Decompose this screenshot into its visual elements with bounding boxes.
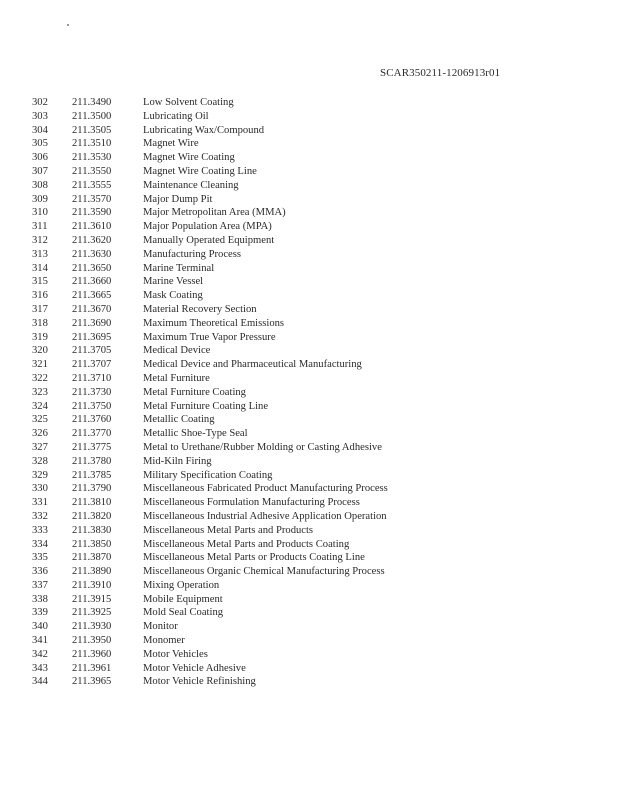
entry-number: 325 xyxy=(32,414,48,426)
list-item xyxy=(32,565,592,579)
entry-number: 341 xyxy=(32,635,48,647)
list-item xyxy=(32,662,592,676)
list-item xyxy=(32,413,592,427)
entry-number: 344 xyxy=(32,676,48,688)
entry-number: 335 xyxy=(32,552,48,564)
section-number: 211.3670 xyxy=(72,303,112,315)
list-item xyxy=(32,510,592,524)
entry-number: 318 xyxy=(32,317,48,329)
list-item xyxy=(32,110,592,124)
document-id: SCAR350211-1206913r01 xyxy=(380,67,501,79)
list-item xyxy=(32,579,592,593)
section-number: 211.3500 xyxy=(72,110,112,122)
defined-term: Marine Terminal xyxy=(143,262,215,274)
section-number: 211.3810 xyxy=(72,497,112,509)
entry-number: 328 xyxy=(32,455,48,467)
list-item xyxy=(32,386,592,400)
defined-term: Metal Furniture Coating Line xyxy=(143,400,269,412)
entry-number: 305 xyxy=(32,138,48,150)
section-number: 211.3760 xyxy=(72,414,112,426)
entry-number: 324 xyxy=(32,400,48,412)
defined-term: Mold Seal Coating xyxy=(143,607,224,619)
entry-number: 304 xyxy=(32,124,48,136)
entry-number: 315 xyxy=(32,276,48,288)
section-number: 211.3930 xyxy=(72,621,112,633)
section-number: 211.3530 xyxy=(72,152,112,164)
defined-term: Miscellaneous Metal Parts and Products Coating xyxy=(143,538,350,550)
defined-term: Mid-Kiln Firing xyxy=(143,455,212,467)
section-number: 211.3695 xyxy=(72,331,112,343)
section-number: 211.3960 xyxy=(72,648,112,660)
defined-term: Mask Coating xyxy=(143,290,203,302)
entry-number: 329 xyxy=(32,469,48,481)
entry-number: 338 xyxy=(32,593,48,605)
section-number: 211.3910 xyxy=(72,579,112,591)
section-number: 211.3730 xyxy=(72,386,112,398)
list-item xyxy=(32,620,592,634)
defined-term: Marine Vessel xyxy=(143,276,204,288)
list-item xyxy=(32,524,592,538)
defined-term: Motor Vehicle Refinishing xyxy=(143,676,256,688)
defined-term: Manually Operated Equipment xyxy=(143,234,275,246)
defined-term: Material Recovery Section xyxy=(143,303,257,315)
defined-term: Manufacturing Process xyxy=(143,248,241,260)
list-item xyxy=(32,469,592,483)
section-number: 211.3775 xyxy=(72,441,112,453)
defined-term: Medical Device and Pharmaceutical Manufacturing xyxy=(143,359,362,371)
defined-term: Miscellaneous Formulation Manufacturing Process xyxy=(143,497,360,509)
defined-term: Miscellaneous Industrial Adhesive Application Operation xyxy=(143,510,387,522)
list-item xyxy=(32,634,592,648)
section-number: 211.3650 xyxy=(72,262,112,274)
entry-number: 317 xyxy=(32,303,48,315)
defined-term: Monomer xyxy=(143,635,185,647)
section-number: 211.3590 xyxy=(72,207,112,219)
list-item xyxy=(32,124,592,138)
defined-term: Mobile Equipment xyxy=(143,593,223,605)
section-number: 211.3510 xyxy=(72,138,112,150)
section-number: 211.3707 xyxy=(72,359,112,371)
defined-term: Miscellaneous Fabricated Product Manufacturing Process xyxy=(143,483,388,495)
list-item xyxy=(32,289,592,303)
defined-term: Major Population Area (MPA) xyxy=(143,221,272,233)
entry-number: 334 xyxy=(32,538,48,550)
entry-number: 314 xyxy=(32,262,48,274)
defined-term: Miscellaneous Metal Parts or Products Coating Line xyxy=(143,552,365,564)
section-number: 211.3550 xyxy=(72,165,112,177)
list-item xyxy=(32,441,592,455)
entry-number: 311 xyxy=(32,221,48,233)
list-item xyxy=(32,262,592,276)
section-number: 211.3620 xyxy=(72,234,112,246)
defined-term: Magnet Wire xyxy=(143,138,199,150)
entry-number: 306 xyxy=(32,152,48,164)
list-item xyxy=(32,648,592,662)
entry-number: 332 xyxy=(32,510,48,522)
defined-term: Major Metropolitan Area (MMA) xyxy=(143,207,286,219)
entry-number: 326 xyxy=(32,428,48,440)
list-item xyxy=(32,606,592,620)
defined-term: Motor Vehicles xyxy=(143,648,208,660)
defined-term: Magnet Wire Coating xyxy=(143,152,235,164)
defined-term: Magnet Wire Coating Line xyxy=(143,165,257,177)
section-number: 211.3850 xyxy=(72,538,112,550)
entry-number: 336 xyxy=(32,566,48,578)
scan-speck xyxy=(67,24,69,26)
section-number: 211.3490 xyxy=(72,97,112,108)
definitions-list xyxy=(32,96,592,689)
defined-term: Miscellaneous Metal Parts and Products xyxy=(143,524,314,536)
entry-number: 303 xyxy=(32,110,48,122)
section-number: 211.3665 xyxy=(72,290,112,302)
entry-number: 319 xyxy=(32,331,48,343)
entry-number: 337 xyxy=(32,579,48,591)
section-number: 211.3610 xyxy=(72,221,112,233)
section-number: 211.3780 xyxy=(72,455,112,467)
defined-term: Military Specification Coating xyxy=(143,469,273,481)
section-number: 211.3965 xyxy=(72,676,112,688)
list-item xyxy=(32,96,592,110)
section-number: 211.3950 xyxy=(72,635,112,647)
section-number: 211.3961 xyxy=(72,662,112,674)
defined-term: Metal to Urethane/Rubber Molding or Casting Adhesive xyxy=(143,441,382,453)
defined-term: Maximum Theoretical Emissions xyxy=(143,317,285,329)
section-number: 211.3710 xyxy=(72,372,112,384)
section-number: 211.3750 xyxy=(72,400,112,412)
list-item xyxy=(32,234,592,248)
section-number: 211.3890 xyxy=(72,566,112,578)
entry-number: 340 xyxy=(32,621,48,633)
entry-number: 339 xyxy=(32,607,48,619)
entry-number: 321 xyxy=(32,359,48,371)
defined-term: Major Dump Pit xyxy=(143,193,213,205)
entry-number: 331 xyxy=(32,497,48,509)
defined-term: Metallic Shoe-Type Seal xyxy=(143,428,248,440)
section-number: 211.3660 xyxy=(72,276,112,288)
entry-number: 322 xyxy=(32,372,48,384)
section-number: 211.3690 xyxy=(72,317,112,329)
section-number: 211.3505 xyxy=(72,124,112,136)
entry-number: 309 xyxy=(32,193,48,205)
section-number: 211.3830 xyxy=(72,524,112,536)
list-item xyxy=(32,400,592,414)
entry-number: 330 xyxy=(32,483,48,495)
entry-number: 320 xyxy=(32,345,48,357)
list-item xyxy=(32,372,592,386)
list-item xyxy=(32,137,592,151)
defined-term: Metal Furniture Coating xyxy=(143,386,246,398)
entry-number: 342 xyxy=(32,648,48,660)
list-item xyxy=(32,303,592,317)
defined-term: Metallic Coating xyxy=(143,414,215,426)
list-item xyxy=(32,193,592,207)
entry-number: 333 xyxy=(32,524,48,536)
defined-term: Maintenance Cleaning xyxy=(143,179,239,191)
entry-number: 313 xyxy=(32,248,48,260)
list-item xyxy=(32,344,592,358)
section-number: 211.3570 xyxy=(72,193,112,205)
entry-number: 327 xyxy=(32,441,48,453)
section-number: 211.3790 xyxy=(72,483,112,495)
list-item xyxy=(32,179,592,193)
defined-term: Lubricating Oil xyxy=(143,110,209,122)
list-item xyxy=(32,482,592,496)
section-number: 211.3630 xyxy=(72,248,112,260)
list-item xyxy=(32,593,592,607)
defined-term: Monitor xyxy=(143,621,178,633)
section-number: 211.3820 xyxy=(72,510,112,522)
entry-number: 323 xyxy=(32,386,48,398)
list-item xyxy=(32,220,592,234)
list-item xyxy=(32,538,592,552)
list-item xyxy=(32,675,592,689)
list-item xyxy=(32,248,592,262)
section-number: 211.3785 xyxy=(72,469,112,481)
entry-number: 343 xyxy=(32,662,48,674)
entry-number: 316 xyxy=(32,290,48,302)
defined-term: Maximum True Vapor Pressure xyxy=(143,331,276,343)
defined-term: Miscellaneous Organic Chemical Manufacturing Process xyxy=(143,566,385,578)
list-item xyxy=(32,165,592,179)
defined-term: Medical Device xyxy=(143,345,211,357)
entry-number: 302 xyxy=(32,97,48,108)
section-number: 211.3925 xyxy=(72,607,112,619)
list-item xyxy=(32,455,592,469)
defined-term: Mixing Operation xyxy=(143,579,220,591)
list-item xyxy=(32,427,592,441)
list-item xyxy=(32,317,592,331)
entry-number: 308 xyxy=(32,179,48,191)
defined-term: Lubricating Wax/Compound xyxy=(143,124,265,136)
section-number: 211.3555 xyxy=(72,179,112,191)
section-number: 211.3915 xyxy=(72,593,112,605)
list-item xyxy=(32,496,592,510)
list-item xyxy=(32,551,592,565)
section-number: 211.3705 xyxy=(72,345,112,357)
list-item xyxy=(32,206,592,220)
list-item xyxy=(32,358,592,372)
defined-term: Motor Vehicle Adhesive xyxy=(143,662,246,674)
list-item xyxy=(32,151,592,165)
defined-term: Metal Furniture xyxy=(143,372,210,384)
list-item xyxy=(32,275,592,289)
entry-number: 312 xyxy=(32,234,48,246)
list-item xyxy=(32,331,592,345)
section-number: 211.3770 xyxy=(72,428,112,440)
section-number: 211.3870 xyxy=(72,552,112,564)
defined-term: Low Solvent Coating xyxy=(143,97,234,108)
entry-number: 307 xyxy=(32,165,48,177)
entry-number: 310 xyxy=(32,207,48,219)
